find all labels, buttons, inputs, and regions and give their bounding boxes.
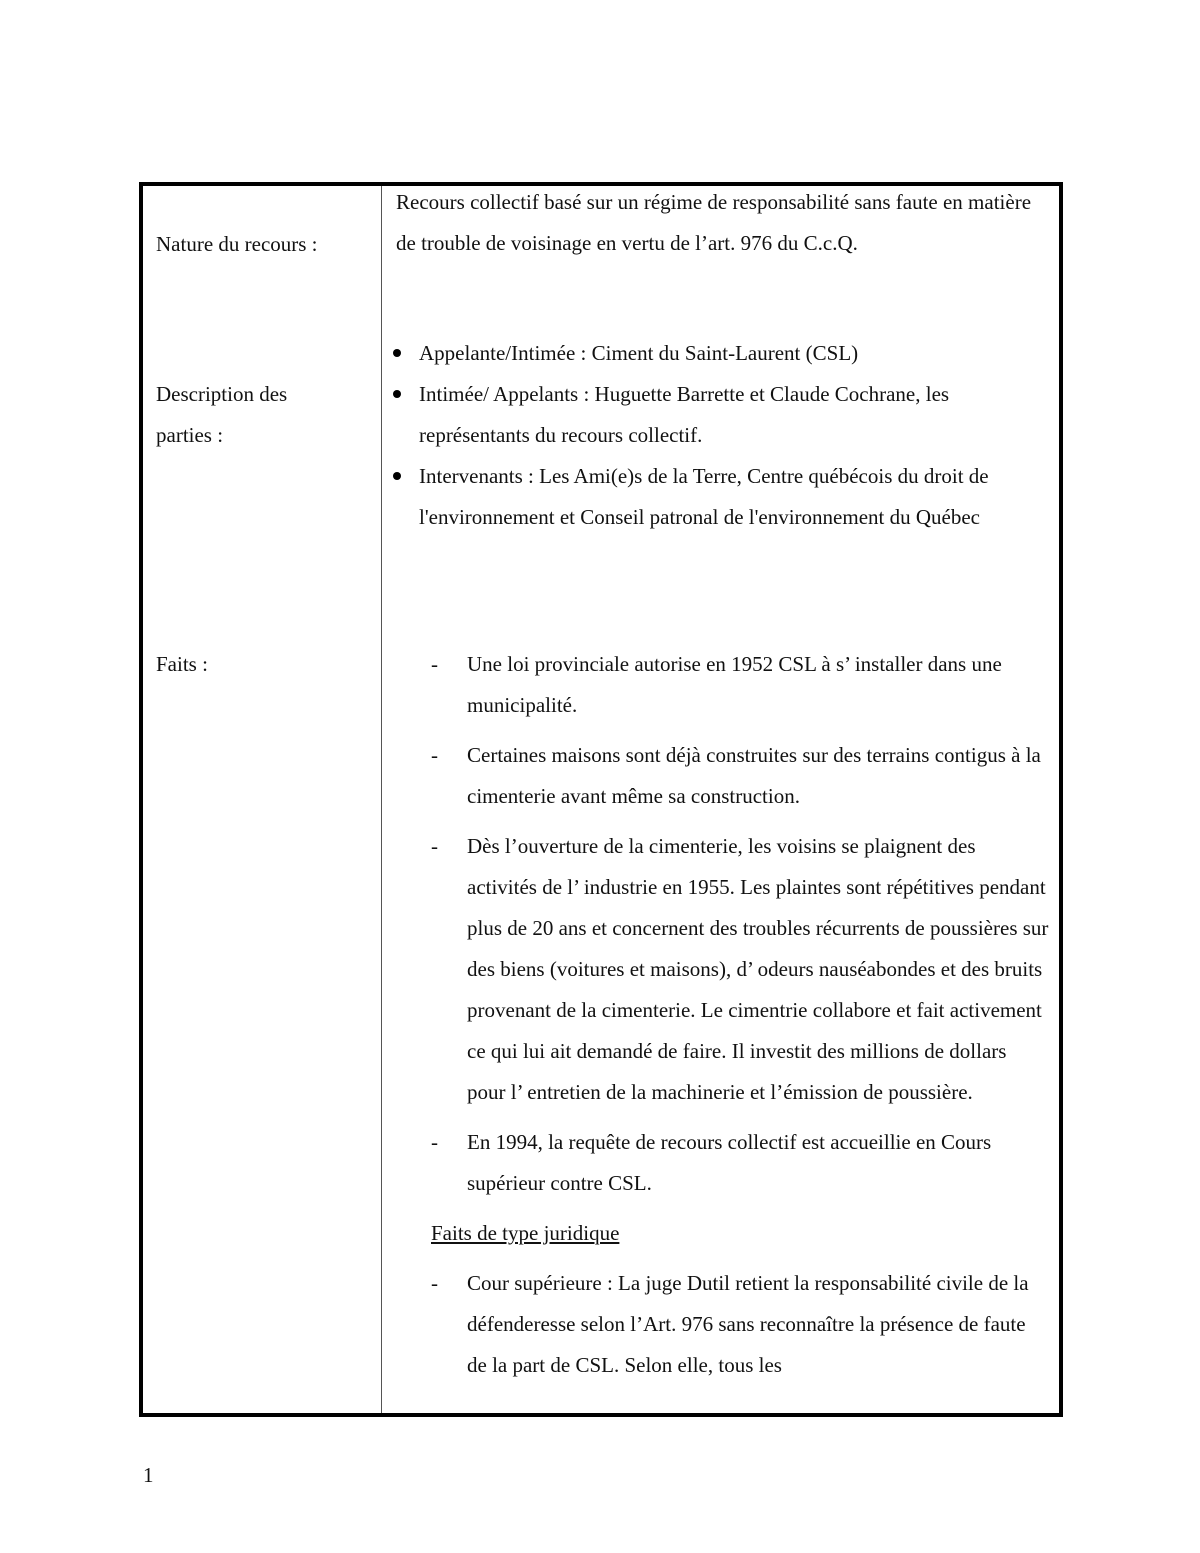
- bullet-icon: [393, 472, 401, 480]
- parties-label-line1: Description des: [156, 382, 288, 406]
- legal-facts-subheading: Faits de type juridique: [431, 1221, 620, 1245]
- case-summary-table: [139, 182, 1063, 1417]
- dash-marker: -: [431, 1130, 438, 1154]
- bullet-icon: [393, 390, 401, 398]
- nature-text: Recours collectif basé sur un régime de responsabilité sans faute en matière de trouble de voisinage en vertu de l’art. 976 du C.c.Q.: [396, 190, 1032, 255]
- bullet-icon: [393, 349, 401, 357]
- parties-list: [391, 333, 1049, 538]
- party-item: Appelante/Intimée : Ciment du Saint-Laurent (CSL): [391, 333, 1049, 374]
- party-item: Intervenants : Les Ami(e)s de la Terre, Centre québécois du droit de l'environnement et Conseil patronal de l'environnement du Québec: [391, 456, 1049, 538]
- fact-item: - Une loi provinciale autorise en 1952 CSL à s’ installer dans une municipalité.: [431, 644, 1049, 726]
- faits-label: Faits :: [156, 652, 208, 676]
- fact-item: - En 1994, la requête de recours collectif est accueillie en Cours supérieur contre CSL.: [431, 1122, 1049, 1204]
- column-divider: [381, 186, 382, 1413]
- parties-label-line2: parties :: [156, 423, 224, 447]
- nature-label: Nature du recours :: [156, 232, 318, 256]
- page-number: 1: [143, 1463, 154, 1487]
- dash-marker: -: [431, 1271, 438, 1295]
- fact-item: - Dès l’ouverture de la cimenterie, les voisins se plaignent des activités de l’ industrie en 1955. Les plaintes sont répétitives pendant plus de 20 ans et concernent des troubles récurrents de poussières sur des biens (voitures et maisons), d’ odeurs nauséabondes et des bruits provenant de la cimenterie. Le cimentrie collabore et fait activement ce qui lui ait demandé de faire. Il investit des millions de dollars pour l’ entretien de la machinerie et l’émission de poussière.: [431, 826, 1049, 1113]
- dash-marker: -: [431, 834, 438, 858]
- dash-marker: -: [431, 743, 438, 767]
- fact-item: - Cour supérieure : La juge Dutil retient la responsabilité civile de la défenderesse selon l’Art. 976 sans reconnaître la présence de faute de la part de CSL. Selon elle, tous les: [431, 1263, 1049, 1386]
- party-item: Intimée/ Appelants : Huguette Barrette et Claude Cochrane, les représentants du recours collectif.: [391, 374, 1049, 456]
- faits-list: [431, 644, 1049, 1395]
- dash-marker: -: [431, 652, 438, 676]
- fact-item: - Certaines maisons sont déjà construites sur des terrains contigus à la cimenterie avant même sa construction.: [431, 735, 1049, 817]
